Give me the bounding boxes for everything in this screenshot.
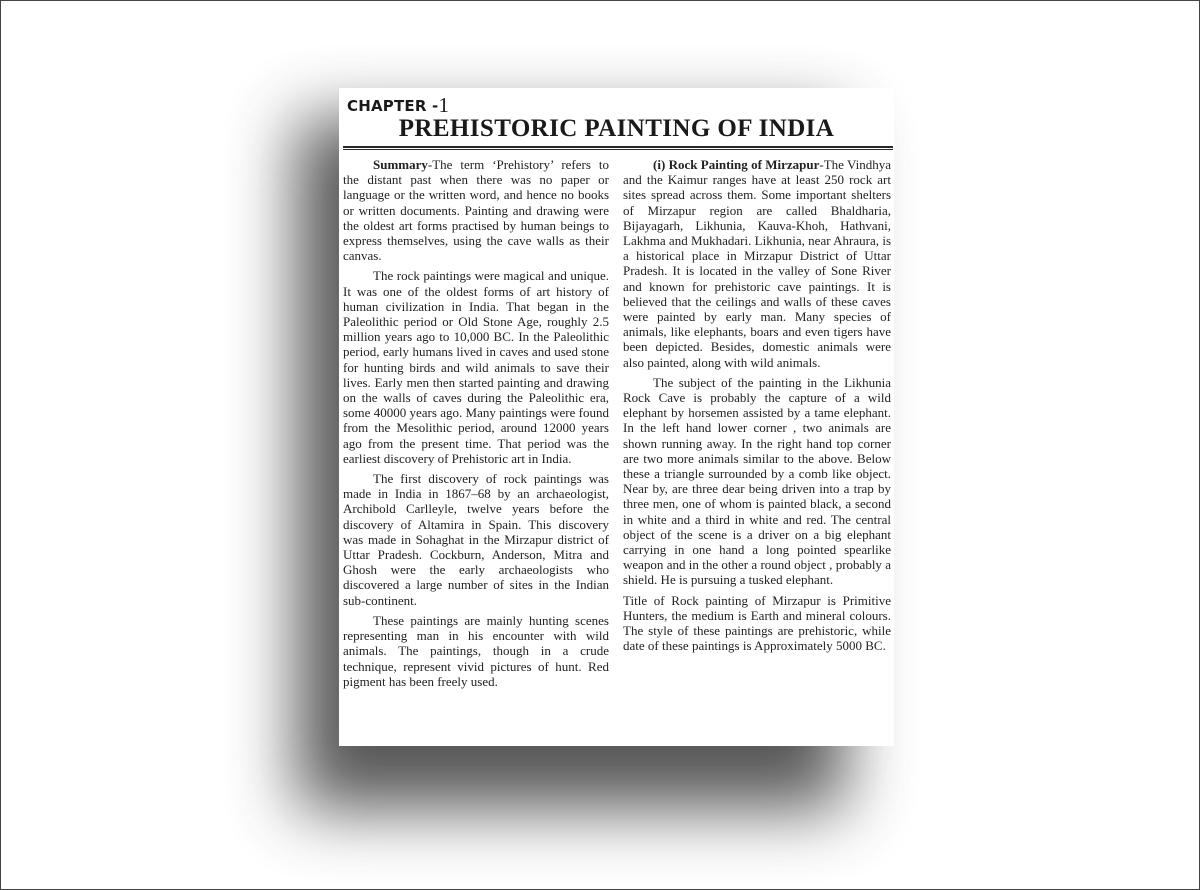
- section-text: -The Vindhya and the Kaimur ranges have at least 250 rock art sites spread across them. Some important shelters of Mirzapur region are called Bhaldharia, Bijayagarh, Likhunia, Kauva-Khoh, Hathvani, Lakhma and Mukhadari. Likhunia, near Ahraura, is a historical place in Mirzapur District of Uttar Pradesh. It is located in the valley of Sone River and known for prehistoric cave paintings. It is believed that the ceilings and walls of these caves were painted by early man. Many species of animals, like elephants, boars and even tigers have been depicted. Besides, domestic animals were also painted, along with wild animals.: [623, 157, 892, 370]
- summary-text: -The term ‘Prehistory’ refers to the distant past when there was no paper or language or the written word, and hence no books or written documents. Painting and drawing were the oldest art forms practised by human beings to express themselves, using the cave walls as their canvas.: [343, 157, 609, 264]
- title-medium-paragraph: Title of Rock painting of Mirzapur is Primitive Hunters, the medium is Earth and mineral colours. The style of these paintings are prehistoric, while date of these paintings is Approximately 5000 BC.: [623, 592, 891, 654]
- section-heading: (i) Rock Painting of Mirzapur: [653, 157, 820, 172]
- mirzapur-paragraph: [623, 157, 891, 370]
- left-column: [343, 157, 609, 694]
- summary-paragraph: [343, 157, 609, 263]
- first-discovery-paragraph: The first discovery of rock paintings was made in India in 1867–68 by an archaeologist, Archibold Carlleyle, twelve years before the discovery of Altamira in Spain. This discovery was made in Sohaghat in the Mirzapur district of Uttar Pradesh. Cockburn, Anderson, Mitra and Ghosh were the early archaeologists who discovered a large number of sites in the Indian sub-continent.: [343, 471, 609, 608]
- right-column: [623, 157, 891, 659]
- chapter-number: 1: [438, 93, 450, 117]
- page-title: PREHISTORIC PAINTING OF INDIA: [398, 115, 835, 142]
- title-divider: [343, 146, 893, 150]
- hunting-scenes-paragraph: These paintings are mainly hunting scenes representing man in his encounter with wild animals. The paintings, though in a crude technique, represent vivid pictures of hunt. Red pigment has been freely used.: [343, 612, 609, 689]
- chapter-label: CHAPTER -: [347, 97, 439, 115]
- rock-paintings-paragraph: The rock paintings were magical and unique. It was one of the oldest forms of art history of human civilization in India. That began in the Paleolithic period or Old Stone Age, roughly 2.5 million years ago to 10,000 BC. In the Paleolithic period, early humans lived in caves and used stone for hunting birds and wild animals to save their lives. Early men then started painting and drawing on the walls of caves during the Paleolithic era, some 40000 years ago. Many paintings were found from the Mesolithic period, around 12000 years ago from the present time. That period was the earliest discovery of Prehistoric art in India.: [343, 268, 609, 466]
- summary-lead: Summary: [373, 157, 428, 172]
- likhunia-subject-paragraph: The subject of the painting in the Likhunia Rock Cave is probably the capture of a wild elephant by horsemen assisted by a tame elephant. In the left hand lower corner , two animals are shown running away. In the right hand top corner are two more animals similar to the above. Below these a triangle surrounded by a comb like object. Near by, are three dear being driven into a trap by three men, one of whom is painted black, a second in white and a third in white and red. The central object of the scene is a driver on a big elephant carrying in one hand a long pointed spearlike weapon and in the other a round object , probably a shield. He is pursuing a tusked elephant.: [623, 374, 891, 588]
- book-page: [339, 88, 894, 746]
